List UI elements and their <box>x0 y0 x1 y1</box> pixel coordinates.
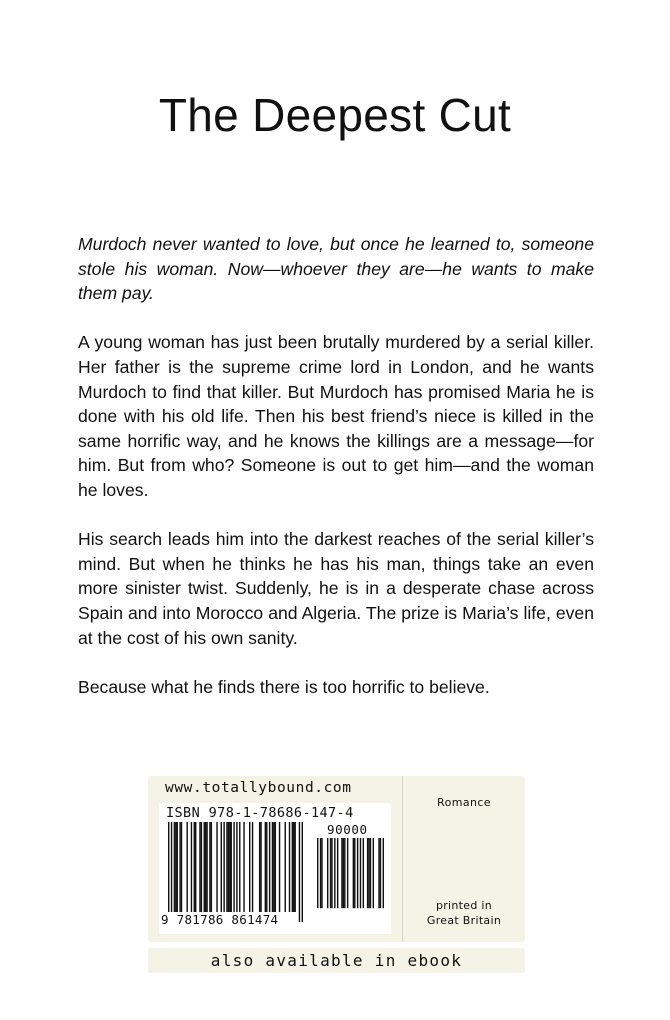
barcode-bar <box>231 822 232 912</box>
barcode-bar <box>293 822 294 912</box>
barcode-bar <box>223 822 224 912</box>
barcode-bar <box>195 822 196 912</box>
blurb-paragraph: A young woman has just been brutally murdered by a serial killer. Her father is the supreme crime lord in London, and he wants Murdoch to find that killer. But Murdoch has promised Maria he is done with his old life. Then his best friend’s niece is killed in the same horrific way, and he knows the killings are a message—for him. But from who? Someone is out to get him—and the woman he loves. <box>78 332 594 500</box>
barcode-bar <box>174 822 175 912</box>
barcode-bar <box>320 838 321 908</box>
barcode-bar <box>171 822 172 922</box>
barcode-bar <box>206 822 207 912</box>
barcode-bar <box>168 822 169 922</box>
barcode-bar <box>269 822 270 912</box>
barcode-bar <box>243 822 244 912</box>
barcode-bar <box>236 822 237 922</box>
barcode-bar <box>259 822 260 912</box>
barcode-bar <box>191 822 192 912</box>
barcode-bar <box>299 822 300 922</box>
price-code: 90000 <box>327 822 368 837</box>
barcode-bar <box>330 838 331 908</box>
barcode-bar <box>292 822 293 912</box>
barcode-bar <box>321 838 322 908</box>
barcode-bar <box>221 822 222 912</box>
barcode-bar <box>353 838 354 908</box>
barcode-bar <box>181 822 182 912</box>
barcode-bar <box>373 838 374 908</box>
barcode-bar <box>273 822 274 912</box>
barcode-bar <box>294 822 295 912</box>
barcode-digits: 9 781786 861474 <box>161 912 279 927</box>
barcode-bar <box>249 822 250 912</box>
barcode-bar <box>229 822 230 912</box>
barcode-bar <box>204 822 205 912</box>
barcode-bar <box>260 822 261 912</box>
barcode-bar <box>380 838 381 908</box>
barcode-bar <box>367 838 368 908</box>
barcode-bar <box>194 822 195 912</box>
barcode-bar <box>272 822 273 912</box>
barcode-bar <box>383 838 384 908</box>
barcode-bar <box>354 838 355 908</box>
barcode-bar <box>226 822 227 912</box>
genre-label: Romance <box>437 796 491 809</box>
barcode-bar <box>179 822 180 912</box>
printed-line: Great Britain <box>426 914 502 927</box>
publisher-website: www.totallybound.com <box>165 780 352 796</box>
printed-line: printed in <box>435 899 493 912</box>
barcode-bar <box>357 838 358 908</box>
blurb <box>78 232 594 724</box>
barcode-bar <box>341 838 342 908</box>
barcode-bar <box>331 838 332 908</box>
barcode-bar <box>216 822 217 912</box>
barcode-bar <box>347 838 348 908</box>
barcode-bar <box>363 838 364 908</box>
barcode-bar <box>275 822 276 912</box>
barcode-bar <box>233 822 234 922</box>
blurb-closing: Because what he finds there is too horrific to believe. <box>78 676 490 697</box>
barcode-bar <box>343 838 344 908</box>
barcode-bar <box>360 838 361 908</box>
barcode-bar <box>205 822 206 912</box>
barcode-bar <box>266 822 267 912</box>
printed-in-label <box>403 898 525 928</box>
barcode-bar <box>285 822 286 912</box>
book-title: The Deepest Cut <box>158 89 512 141</box>
blurb-paragraph: His search leads him into the darkest reaches of the serial killer’s mind. But when he thinks he has his man, things take an even more sinister twist. Suddenly, he is in a desperate chase across Spain and into Morocco and Algeria. The prize is Maria’s life, even at the cost of his own sanity. <box>78 529 594 648</box>
barcode-bar <box>327 838 328 908</box>
barcode-bar <box>370 838 371 908</box>
barcode-bar <box>279 822 280 912</box>
barcode-bar <box>177 822 178 912</box>
barcode-bar <box>201 822 202 912</box>
barcode-bar <box>317 838 318 908</box>
barcode-bar <box>186 822 187 912</box>
barcode-bar <box>344 838 345 908</box>
barcode-bar <box>265 822 266 912</box>
barcode-bar <box>368 838 369 908</box>
barcode-bar <box>228 822 229 912</box>
barcode-bar <box>199 822 200 912</box>
barcode-bar <box>209 822 210 912</box>
barcode-bar <box>252 822 253 912</box>
barcode-bar <box>211 822 212 912</box>
ebook-availability: also available in ebook <box>148 948 525 973</box>
barcode-bar <box>302 822 303 922</box>
barcode-bar <box>334 838 335 908</box>
isbn-label: ISBN 978-1-78686-147-4 <box>166 805 354 821</box>
barcode-bars <box>168 822 303 922</box>
barcode-bar <box>337 838 338 908</box>
blurb-tagline: Murdoch never wanted to love, but once he learned to, someone stole his woman. Now—whoever they are—he wants to make them pay. <box>78 234 594 304</box>
addon-barcode-bars <box>317 838 384 916</box>
barcode-bar <box>289 822 290 912</box>
barcode-bar <box>175 822 176 912</box>
barcode-bar <box>239 822 240 912</box>
barcode-bar <box>378 838 379 908</box>
